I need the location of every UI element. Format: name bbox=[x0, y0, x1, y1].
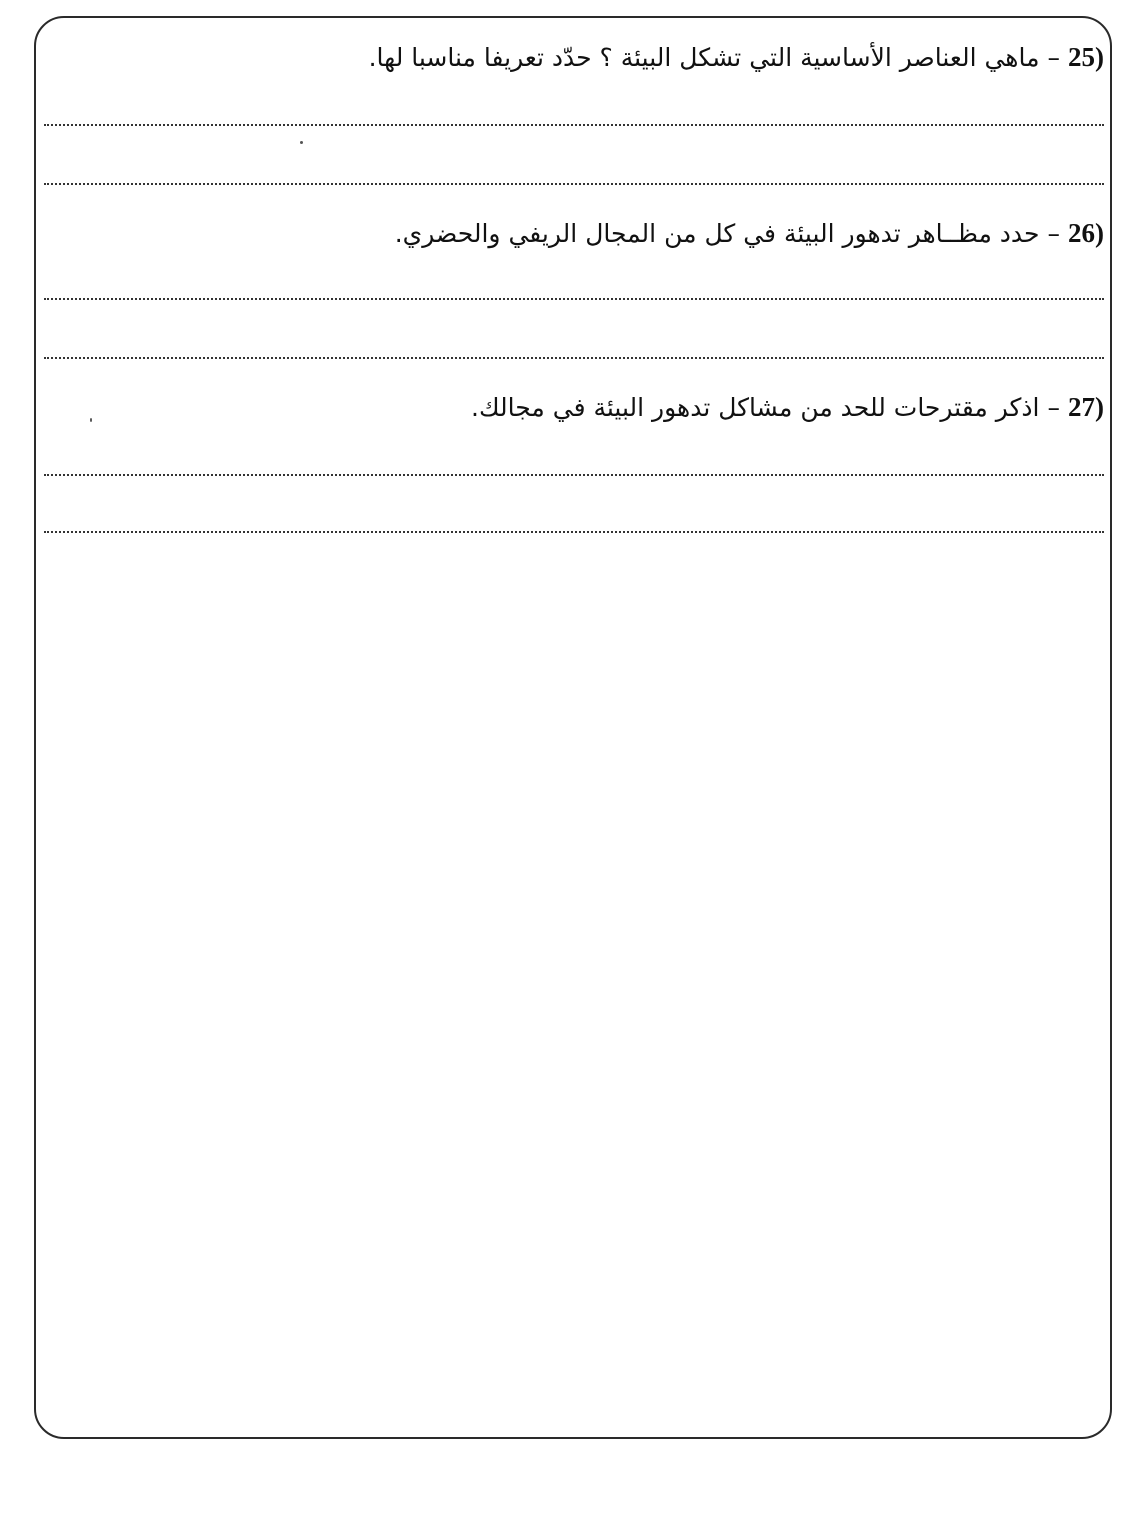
answer-line[interactable] bbox=[44, 183, 1104, 185]
question-text: اذكر مقترحات للحد من مشاكل تدهور البيئة في مجالك. bbox=[471, 393, 1040, 422]
question-text: حدد مظــاهر تدهور البيئة في كل من المجال الريفي والحضري. bbox=[394, 219, 1040, 248]
answer-line[interactable] bbox=[44, 531, 1104, 533]
question-text: ماهي العناصر الأساسية التي تشكل البيئة ؟ حدّد تعريفا مناسبا لها. bbox=[368, 43, 1040, 72]
question-dash: – bbox=[1047, 43, 1060, 72]
scan-speck bbox=[300, 141, 303, 144]
answer-line[interactable] bbox=[44, 298, 1104, 300]
question-dash: – bbox=[1047, 219, 1060, 248]
question-27 bbox=[40, 390, 1104, 425]
question-26 bbox=[40, 216, 1104, 251]
question-number: 26) bbox=[1068, 218, 1104, 248]
question-25 bbox=[40, 40, 1104, 75]
scan-speck bbox=[90, 418, 92, 422]
answer-line[interactable] bbox=[44, 474, 1104, 476]
question-number: 25) bbox=[1068, 42, 1104, 72]
question-dash: – bbox=[1047, 393, 1060, 422]
answer-line[interactable] bbox=[44, 124, 1104, 126]
question-number: 27) bbox=[1068, 392, 1104, 422]
answer-line[interactable] bbox=[44, 357, 1104, 359]
